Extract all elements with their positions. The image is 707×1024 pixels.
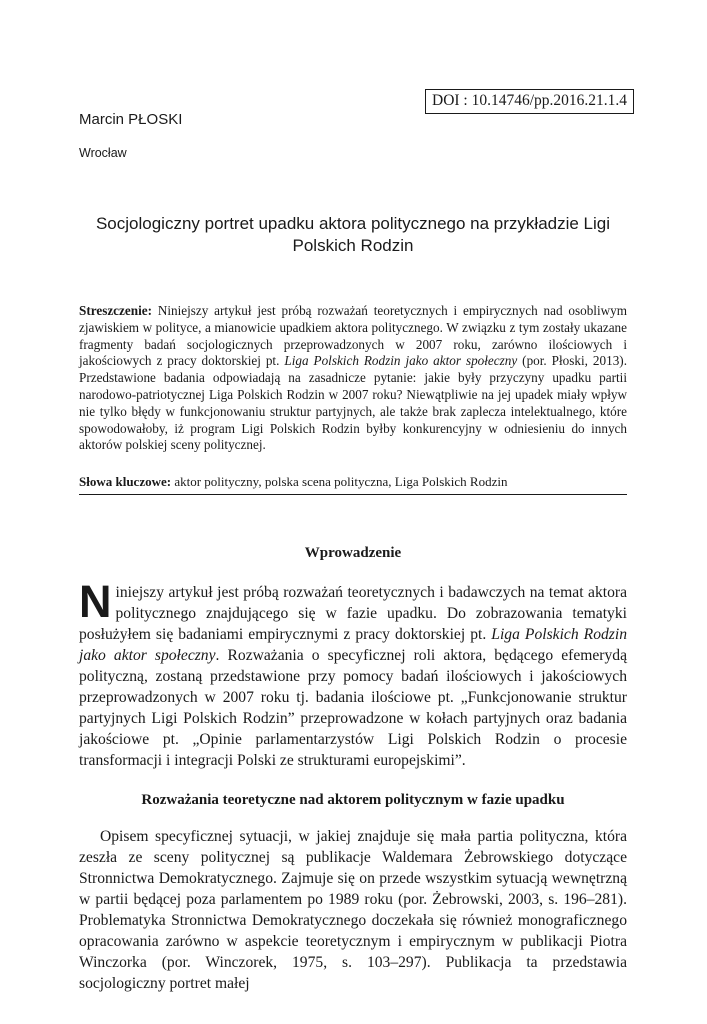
introduction-italic-title: Liga Polskich Rodzin jako aktor społeczny xyxy=(79,626,627,664)
drop-cap: N xyxy=(79,576,112,627)
keywords-text: aktor polityczny, polska scena polityczna, Liga Polskich Rodzin xyxy=(171,474,508,489)
abstract xyxy=(79,303,627,454)
introduction-text-2: . Rozważania o specyficznej roli aktora, będącego efemerydą polityczną, zostaną przedstawione przy pomocy badań ilościowych i jakościowych przeprowadzonych w 2007 roku tj. badania ilościowe pt. „Funkcjonowanie struktur partyjnych Ligi Polskich Rodzin” przeprowadzone w kołach partyjnych oraz badania jakościowe pt. „Opinie parlamentarzystów Ligi Polskich Rodzin o procesie transformacji i integracji Polski ze strukturami europejskimi”. xyxy=(79,647,627,769)
keywords-label: Słowa kluczowe: xyxy=(79,474,172,489)
abstract-text-2: (por. Płoski, 2013). Przedstawione badania odpowiadają na zasadnicze pytanie: jakie były przyczyny upadku partii narodowo-patriotycznej Liga Polskich Rodzin w 2007 roku? Niewątpliwie na jej upadek miały wpływ nie tylko błędy w funkcjonowaniu struktur partyjnych, ale także brak zaplecza intelektualnego, które spowodowałoby, iż program Ligi Polskich Rodzin byłby konkurencyjny w odniesieniu do innych aktorów polskiej sceny politycznej. xyxy=(79,353,627,453)
abstract-italic-title: Liga Polskich Rodzin jako aktor społeczny xyxy=(284,353,518,369)
article-title: Socjologiczny portret upadku aktora politycznego na przykładzie Ligi Polskich Rodzin xyxy=(95,214,611,255)
abstract-text-1: Niniejszy artykuł jest próbą rozważań teoretycznych i empirycznych nad osobliwym zjawiskiem w polityce, a mianowicie upadkiem aktora politycznego. W związku z tym zostały ukazane fragmenty badań socjologicznych przeprowadzonych w 2007 roku, zarówno ilościowych i jakościowych z pracy doktorskiej pt. xyxy=(79,303,627,369)
author-affiliation: Wrocław xyxy=(79,146,127,160)
introduction-text-1: iniejszy artykuł jest próbą rozważań teoretycznych i badawczych na temat aktora politycznego znajdującego się w fazie upadku. Do zobrazowania tematyki posłużyłem się badaniami empirycznymi z pracy doktorskiej pt. xyxy=(79,584,627,643)
author-name: Marcin PŁOSKI xyxy=(79,111,183,128)
section-heading-introduction: Wprowadzenie xyxy=(304,545,402,561)
introduction-paragraph xyxy=(79,576,627,771)
keywords xyxy=(79,474,627,490)
theory-paragraph: Opisem specyficznej sytuacji, w jakiej znajduje się mała partia polityczna, która zeszła ze sceny politycznej są publikacje Waldemara Żebrowskiego dotyczące Stronnictwa Demokratycznego. Zajmuje się on przede wszystkim sytuacją wewnętrzną w partii będącej poza parlamentem po 1989 roku (por. Żebrowski, 2003, s. 196–281). Problematyka Stronnictwa Demokratycznego doczekała się również monograficznego opracowania zarówno w aspekcie teoretycznym i empirycznym w publikacji Piotra Winczorka (por. Winczorek, 1975, s. 103–297). Publikacja ta przedstawia socjologiczny portret małej xyxy=(79,828,627,992)
doi-box: DOI : 10.14746/pp.2016.21.1.4 xyxy=(425,89,634,114)
abstract-label: Streszczenie: xyxy=(79,303,152,318)
section-heading-theory: Rozważania teoretyczne nad aktorem politycznym w fazie upadku xyxy=(141,792,565,808)
divider-line xyxy=(79,494,627,495)
